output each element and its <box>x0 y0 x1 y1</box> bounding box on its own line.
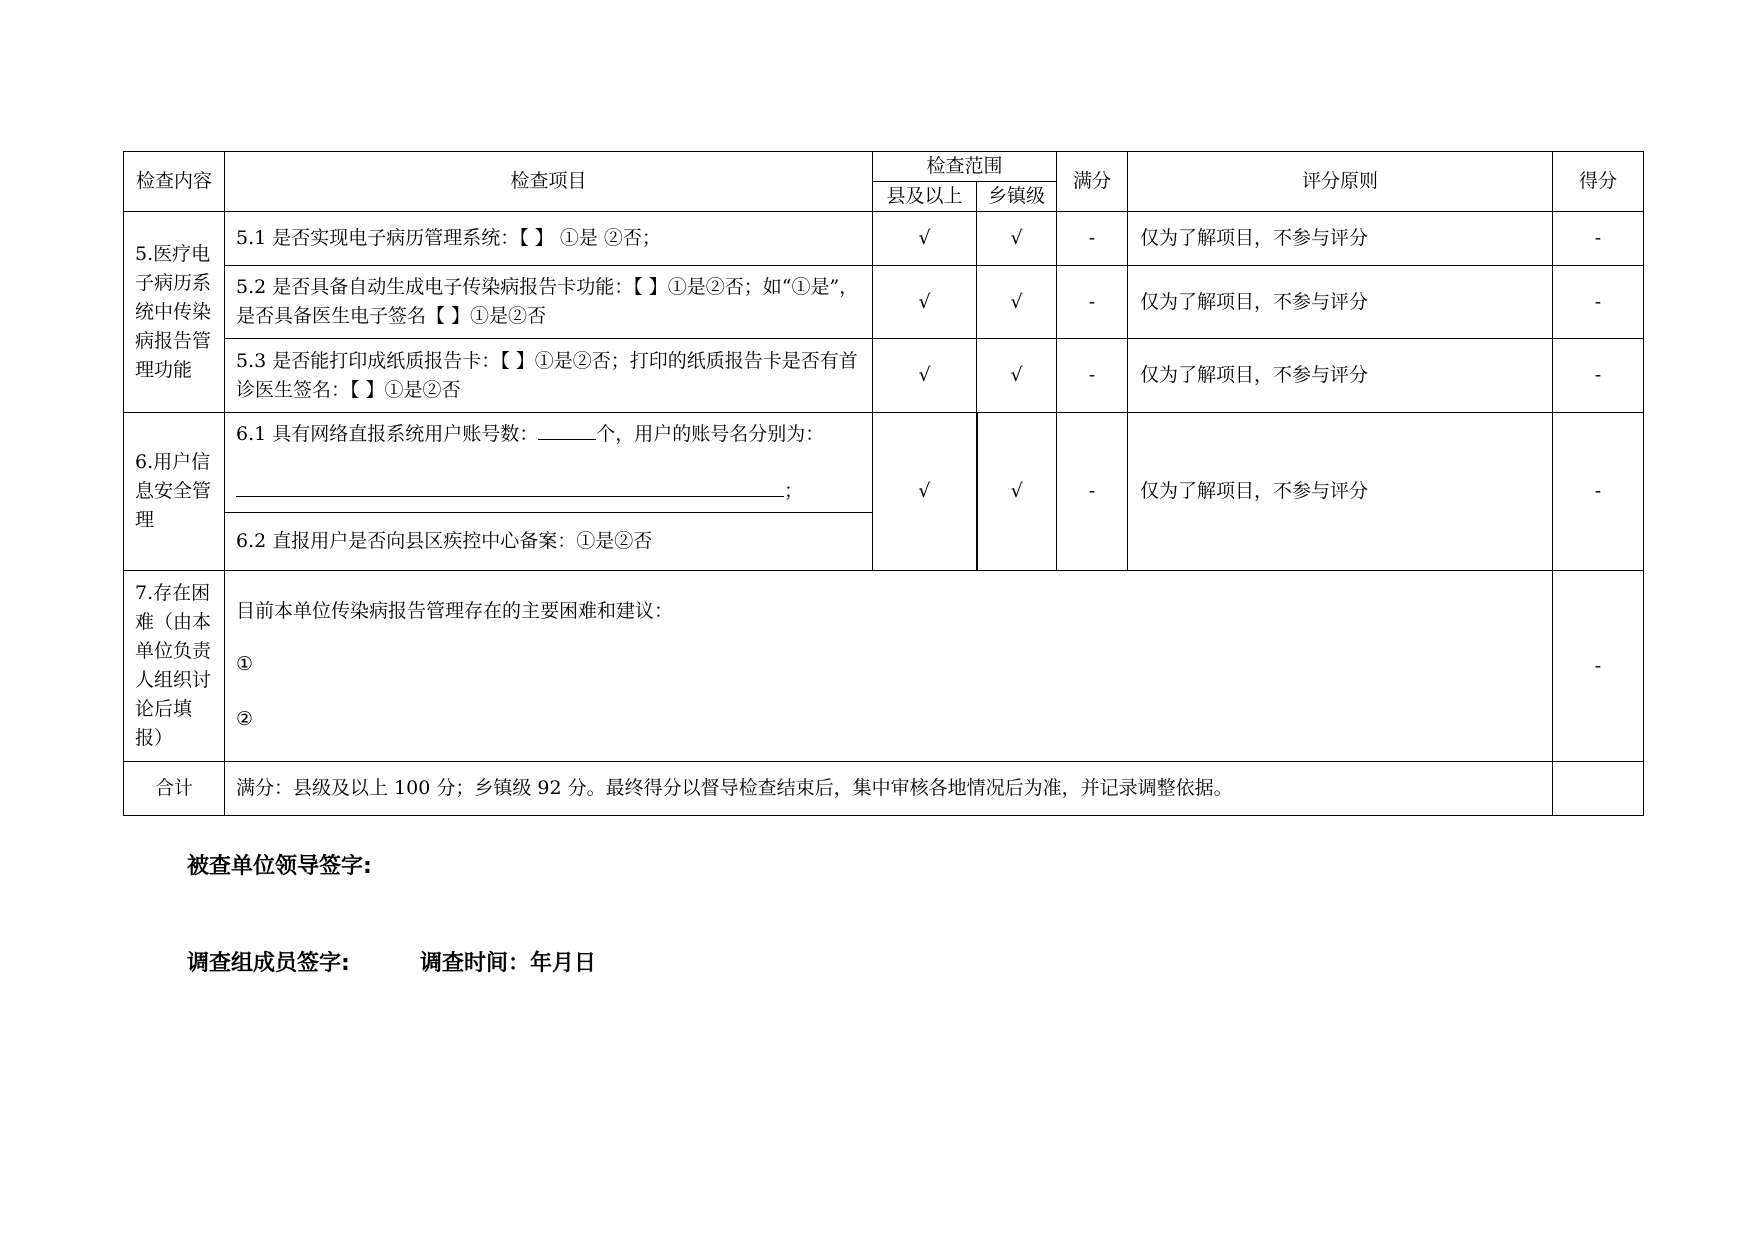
section7-title: 7.存在困难（由本单位负责人组织讨论后填报） <box>124 571 225 762</box>
check-mark: √ <box>977 413 1057 571</box>
scoring-principle: 仅为了解项目，不参与评分 <box>1128 212 1553 266</box>
inspection-table <box>123 151 1644 816</box>
check-mark: √ <box>977 266 1057 339</box>
header-item: 检查项目 <box>225 152 873 212</box>
header-principle: 评分原则 <box>1128 152 1553 212</box>
scoring-principle: 仅为了解项目，不参与评分 <box>1128 266 1553 339</box>
item-6-1-prefix: 6.1 具有网络直报系统用户账号数： <box>236 423 539 445</box>
members-signature-label: 调查组成员签字: <box>187 951 350 976</box>
check-mark: √ <box>873 413 977 571</box>
total-label: 合计 <box>124 762 225 816</box>
total-score <box>1553 762 1644 816</box>
account-names-blank <box>236 476 784 497</box>
difficulties-prompt: 目前本单位传染病报告管理存在的主要困难和建议： <box>236 600 674 622</box>
section6-title: 6.用户信息安全管理 <box>124 413 225 571</box>
full-score-value: - <box>1057 212 1128 266</box>
table-row <box>124 339 1644 413</box>
check-mark: √ <box>873 339 977 413</box>
score-value: - <box>1553 212 1644 266</box>
inspection-sheet <box>123 151 1643 816</box>
item-5-2: 5.2 是否具备自动生成电子传染病报告卡功能：【 】①是②否；如“①是”，是否具备医生电子签名【 】①是②否 <box>225 266 873 339</box>
difficulty-point-1: ① <box>236 653 254 675</box>
difficulties-cell <box>225 571 1553 762</box>
check-mark: √ <box>977 339 1057 413</box>
score-value: - <box>1553 339 1644 413</box>
full-score-value: - <box>1057 266 1128 339</box>
table-header-row <box>124 152 1644 182</box>
header-full-score: 满分 <box>1057 152 1128 212</box>
item-6-2: 6.2 直报用户是否向县区疾控中心备案：①是②否 <box>225 513 873 571</box>
score-value: - <box>1553 571 1644 762</box>
header-scope-county: 县及以上 <box>873 182 977 212</box>
header-scope-town: 乡镇级 <box>977 182 1057 212</box>
item-6-1-suffix: 个，用户的账号名分别为： <box>596 423 825 445</box>
item-5-3: 5.3 是否能打印成纸质报告卡：【 】①是②否；打印的纸质报告卡是否有首诊医生签名：【 】①是②否 <box>225 339 873 413</box>
leader-signature-label: 被查单位领导签字: <box>187 854 372 879</box>
table-row <box>124 571 1644 762</box>
account-count-blank <box>538 419 596 440</box>
total-text: 满分：县级及以上 100 分；乡镇级 92 分。最终得分以督导检查结束后，集中审核各地情况后为准，并记录调整依据。 <box>225 762 1553 816</box>
check-mark: √ <box>873 212 977 266</box>
table-row <box>124 212 1644 266</box>
header-content: 检查内容 <box>124 152 225 212</box>
item-6-1-end: ； <box>784 480 804 502</box>
scoring-principle: 仅为了解项目，不参与评分 <box>1128 339 1553 413</box>
full-score-value: - <box>1057 413 1128 571</box>
item-5-1: 5.1 是否实现电子病历管理系统：【 】 ①是 ②否； <box>225 212 873 266</box>
table-row-total <box>124 762 1644 816</box>
score-value: - <box>1553 413 1644 571</box>
table-row <box>124 266 1644 339</box>
check-mark: √ <box>873 266 977 339</box>
score-value: - <box>1553 266 1644 339</box>
scoring-principle: 仅为了解项目，不参与评分 <box>1128 413 1553 571</box>
difficulty-point-2: ② <box>236 708 254 730</box>
check-mark: √ <box>977 212 1057 266</box>
item-6-1 <box>225 413 873 513</box>
table-row <box>124 413 1644 513</box>
section5-title: 5.医疗电子病历系统中传染病报告管理功能 <box>124 212 225 413</box>
header-scope: 检查范围 <box>873 152 1057 182</box>
survey-time-label: 调查时间：年月日 <box>420 951 597 976</box>
header-score: 得分 <box>1553 152 1644 212</box>
full-score-value: - <box>1057 339 1128 413</box>
